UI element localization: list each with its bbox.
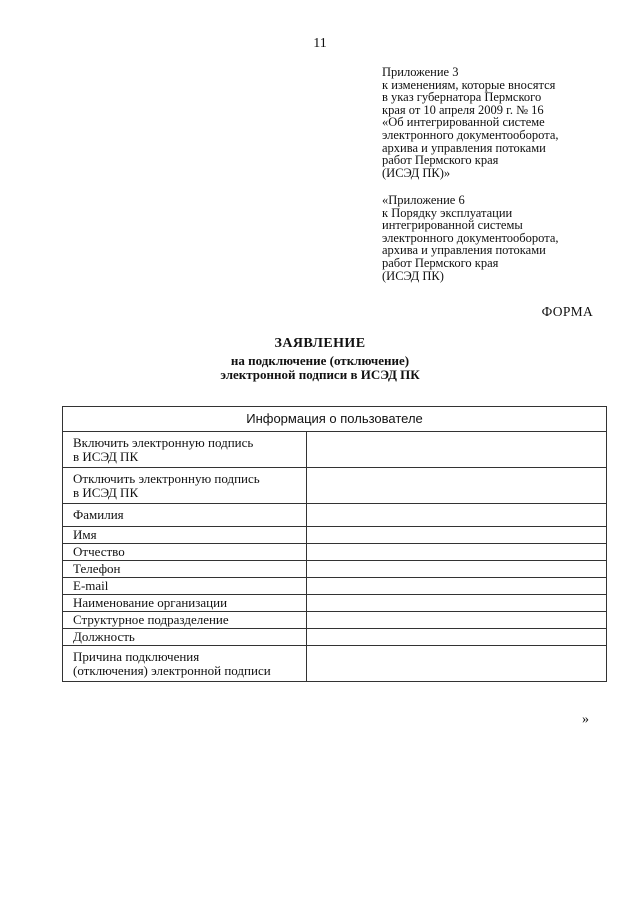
field-label-patronymic: Отчество — [63, 544, 307, 561]
table-row — [63, 595, 607, 612]
closing-quote: » — [582, 712, 589, 727]
field-value-disable-signature[interactable] — [307, 468, 607, 504]
field-value-phone[interactable] — [307, 561, 607, 578]
field-label-disable-signature — [63, 468, 307, 504]
annex-3-line: электронного документооборота, — [382, 127, 559, 142]
document-title: ЗАЯВЛЕНИЕ — [274, 336, 366, 351]
field-value-surname[interactable] — [307, 504, 607, 527]
annex-3-line: работ Пермского края — [382, 153, 499, 168]
form-label: ФОРМА — [541, 304, 593, 319]
annex-3-line: архива и управления потоками — [382, 140, 546, 155]
annex-6-line: архива и управления потоками — [382, 243, 546, 258]
annex-3-line: в указ губернатора Пермского — [382, 90, 542, 105]
field-label-phone: Телефон — [63, 561, 307, 578]
table-row — [63, 646, 607, 682]
table-row — [63, 578, 607, 595]
page-number: 11 — [313, 36, 327, 51]
field-label-line: Отключить электронную подпись — [73, 470, 260, 486]
table-row — [63, 612, 607, 629]
field-label-line: Причина подключения — [73, 648, 200, 664]
field-label-line: Включить электронную подпись — [73, 434, 254, 450]
table-row — [63, 504, 607, 527]
document-subtitle — [0, 354, 640, 381]
field-label-organization: Наименование организации — [63, 595, 307, 612]
table-row — [63, 432, 607, 468]
field-value-enable-signature[interactable] — [307, 432, 607, 468]
annex-6-line: к Порядку эксплуатации — [382, 205, 513, 220]
field-label-department: Структурное подразделение — [63, 612, 307, 629]
field-value-position[interactable] — [307, 629, 607, 646]
user-info-table — [62, 406, 607, 682]
annex-3-line: к изменениям, которые вносятся — [382, 77, 556, 92]
field-label-line: в ИСЭД ПК — [73, 448, 139, 464]
annex-6-line: интегрированной системы — [382, 218, 523, 233]
field-label-email: E-mail — [63, 578, 307, 595]
annex-3-line: Приложение 3 — [382, 65, 459, 79]
annex-6-line: «Приложение 6 — [382, 193, 465, 207]
annex-6-reference — [382, 194, 622, 282]
subtitle-line: электронной подписи в ИСЭД ПК — [220, 366, 420, 382]
field-value-department[interactable] — [307, 612, 607, 629]
field-value-patronymic[interactable] — [307, 544, 607, 561]
annex-6-line: (ИСЭД ПК) — [382, 268, 444, 283]
table-row — [63, 561, 607, 578]
field-value-organization[interactable] — [307, 595, 607, 612]
field-label-line: (отключения) электронной подписи — [73, 662, 271, 678]
field-label-enable-signature — [63, 432, 307, 468]
field-label-reason — [63, 646, 307, 682]
annex-3-line: края от 10 апреля 2009 г. № 16 — [382, 102, 544, 117]
field-value-first-name[interactable] — [307, 527, 607, 544]
table-row — [63, 468, 607, 504]
field-label-position: Должность — [63, 629, 307, 646]
table-row — [63, 544, 607, 561]
subtitle-line: на подключение (отключение) — [230, 353, 410, 368]
annex-3-reference — [382, 66, 622, 179]
field-value-reason[interactable] — [307, 646, 607, 682]
annex-3-line: «Об интегрированной системе — [382, 115, 545, 130]
field-label-first-name: Имя — [63, 527, 307, 544]
table-row — [63, 527, 607, 544]
field-value-email[interactable] — [307, 578, 607, 595]
table-row — [63, 629, 607, 646]
field-label-surname: Фамилия — [63, 504, 307, 527]
table-header: Информация о пользователе — [63, 407, 607, 432]
annex-6-line: электронного документооборота, — [382, 230, 559, 245]
annex-3-line: (ИСЭД ПК)» — [382, 165, 451, 180]
field-label-line: в ИСЭД ПК — [73, 484, 139, 500]
annex-6-line: работ Пермского края — [382, 255, 499, 270]
